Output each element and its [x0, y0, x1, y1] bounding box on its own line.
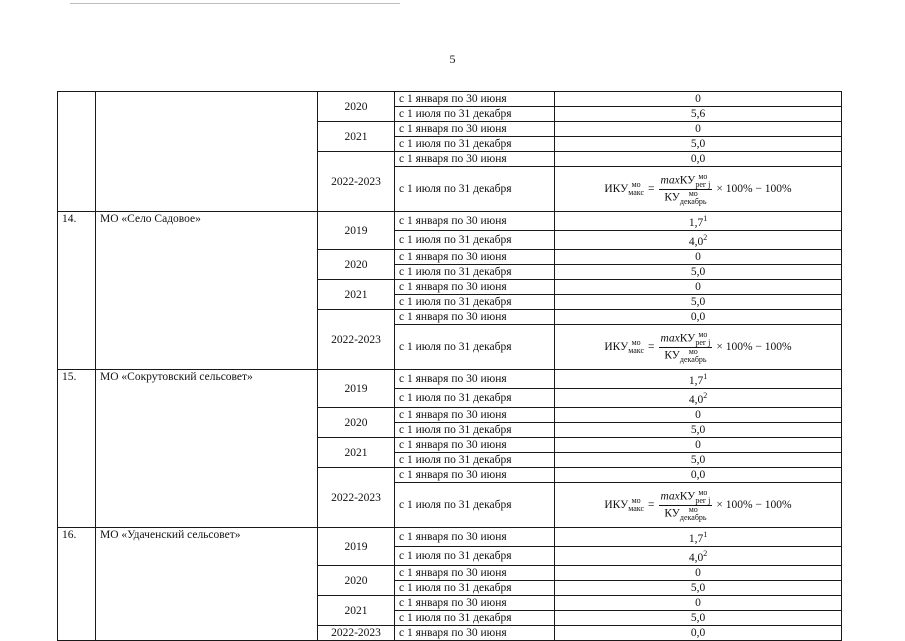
- year-cell: 2022-2023: [318, 626, 395, 641]
- period-cell: с 1 января по 30 июня: [395, 438, 555, 453]
- year-cell: 2021: [318, 122, 395, 152]
- value-cell: 4,0$^2$: [555, 389, 842, 408]
- row-number-cell: 16.: [58, 528, 96, 641]
- period-cell: с 1 января по 30 июня: [395, 280, 555, 295]
- table-row: [58, 370, 842, 389]
- year-cell: 2022-2023: [318, 152, 395, 212]
- period-cell: с 1 июля по 31 декабря: [395, 107, 555, 122]
- period-cell: с 1 января по 30 июня: [395, 152, 555, 167]
- period-cell: с 1 июля по 31 декабря: [395, 611, 555, 626]
- footnote-mark: 2: [703, 391, 708, 400]
- page-number: 5: [449, 52, 456, 66]
- value-cell: 5,6: [555, 107, 842, 122]
- row-number-cell: [58, 92, 96, 212]
- period-cell: с 1 июля по 31 декабря: [395, 325, 555, 370]
- year-cell: 2020: [318, 408, 395, 438]
- value-cell: 0,0: [555, 310, 842, 325]
- period-cell: с 1 июля по 31 декабря: [395, 231, 555, 250]
- formula-tail: × 100% − 100%: [716, 499, 792, 511]
- value-cell: 1,7$^1$: [555, 370, 842, 389]
- value-cell: 5,0: [555, 581, 842, 596]
- period-cell: с 1 января по 30 июня: [395, 370, 555, 389]
- value-cell: 0,0: [555, 152, 842, 167]
- value-cell: 5,0: [555, 453, 842, 468]
- formula-equals: =: [648, 499, 655, 511]
- formula: [604, 331, 791, 364]
- formula: [604, 173, 791, 206]
- value-cell: 5,0: [555, 295, 842, 310]
- value-cell: 0: [555, 596, 842, 611]
- year-cell: 2020: [318, 566, 395, 596]
- row-number-cell: 14.: [58, 212, 96, 370]
- period-cell: с 1 июля по 31 декабря: [395, 265, 555, 280]
- formula: [604, 489, 791, 522]
- period-cell: с 1 июля по 31 декабря: [395, 547, 555, 566]
- period-cell: с 1 января по 30 июня: [395, 212, 555, 231]
- formula-lhs: ИКУ мо макс: [604, 496, 645, 514]
- tariff-table: [57, 91, 842, 641]
- formula-tail: × 100% − 100%: [716, 341, 792, 353]
- value-cell: 0,0: [555, 626, 842, 641]
- formula-cell: [555, 325, 842, 370]
- formula-fraction: maxКУ мо рег j КУ мо декабрь: [660, 329, 711, 364]
- value-cell: 5,0: [555, 611, 842, 626]
- period-cell: с 1 января по 30 июня: [395, 468, 555, 483]
- formula-lhs: ИКУ мо макс: [604, 338, 645, 356]
- footnote-mark: 2: [703, 233, 708, 242]
- year-cell: 2020: [318, 250, 395, 280]
- value-cell: 1,7$^1$: [555, 212, 842, 231]
- table-row: [58, 528, 842, 547]
- period-cell: с 1 января по 30 июня: [395, 92, 555, 107]
- year-cell: 2022-2023: [318, 310, 395, 370]
- value-cell: 0: [555, 250, 842, 265]
- period-cell: с 1 июля по 31 декабря: [395, 137, 555, 152]
- period-cell: с 1 января по 30 июня: [395, 122, 555, 137]
- municipality-name-cell: МО «Село Садовое»: [96, 212, 318, 370]
- year-cell: 2020: [318, 92, 395, 122]
- municipality-name-cell: МО «Удаченский сельсовет»: [96, 528, 318, 641]
- formula-equals: =: [648, 341, 655, 353]
- value-cell: 4,0$^2$: [555, 231, 842, 250]
- municipality-name-cell: МО «Сокрутовский сельсовет»: [96, 370, 318, 528]
- period-cell: с 1 июля по 31 декабря: [395, 389, 555, 408]
- row-number-cell: 15.: [58, 370, 96, 528]
- table-row: [58, 92, 842, 107]
- period-cell: с 1 января по 30 июня: [395, 528, 555, 547]
- year-cell: 2021: [318, 280, 395, 310]
- period-cell: с 1 июля по 31 декабря: [395, 423, 555, 438]
- year-cell: 2019: [318, 370, 395, 408]
- value-cell: 0: [555, 280, 842, 295]
- period-cell: с 1 января по 30 июня: [395, 596, 555, 611]
- period-cell: с 1 июля по 31 декабря: [395, 483, 555, 528]
- period-cell: с 1 января по 30 июня: [395, 250, 555, 265]
- period-cell: с 1 июля по 31 декабря: [395, 453, 555, 468]
- year-cell: 2022-2023: [318, 468, 395, 528]
- formula-lhs: ИКУ мо макс: [604, 180, 645, 198]
- formula-fraction: maxКУ мо рег j КУ мо декабрь: [660, 487, 711, 522]
- formula-cell: [555, 483, 842, 528]
- footnote-mark: 2: [703, 549, 708, 558]
- year-cell: 2021: [318, 596, 395, 626]
- footnote-mark: 1: [703, 530, 708, 539]
- formula-cell: [555, 167, 842, 212]
- formula-equals: =: [648, 183, 655, 195]
- value-cell: 1,7$^1$: [555, 528, 842, 547]
- year-cell: 2019: [318, 528, 395, 566]
- municipality-name-cell: [96, 92, 318, 212]
- table-row: [58, 212, 842, 231]
- year-cell: 2019: [318, 212, 395, 250]
- value-cell: 5,0: [555, 423, 842, 438]
- period-cell: с 1 июля по 31 декабря: [395, 167, 555, 212]
- footnote-mark: 1: [703, 372, 708, 381]
- value-cell: 4,0$^2$: [555, 547, 842, 566]
- scan-artifact-line: [70, 3, 400, 4]
- period-cell: с 1 июля по 31 декабря: [395, 581, 555, 596]
- period-cell: с 1 января по 30 июня: [395, 408, 555, 423]
- value-cell: 5,0: [555, 137, 842, 152]
- period-cell: с 1 января по 30 июня: [395, 566, 555, 581]
- formula-fraction: maxКУ мо рег j КУ мо декабрь: [660, 171, 711, 206]
- value-cell: 0: [555, 408, 842, 423]
- value-cell: 0,0: [555, 468, 842, 483]
- period-cell: с 1 января по 30 июня: [395, 310, 555, 325]
- year-cell: 2021: [318, 438, 395, 468]
- value-cell: 0: [555, 438, 842, 453]
- footnote-mark: 1: [703, 214, 708, 223]
- value-cell: 0: [555, 122, 842, 137]
- formula-tail: × 100% − 100%: [716, 183, 792, 195]
- period-cell: с 1 января по 30 июня: [395, 626, 555, 641]
- value-cell: 0: [555, 92, 842, 107]
- period-cell: с 1 июля по 31 декабря: [395, 295, 555, 310]
- value-cell: 0: [555, 566, 842, 581]
- value-cell: 5,0: [555, 265, 842, 280]
